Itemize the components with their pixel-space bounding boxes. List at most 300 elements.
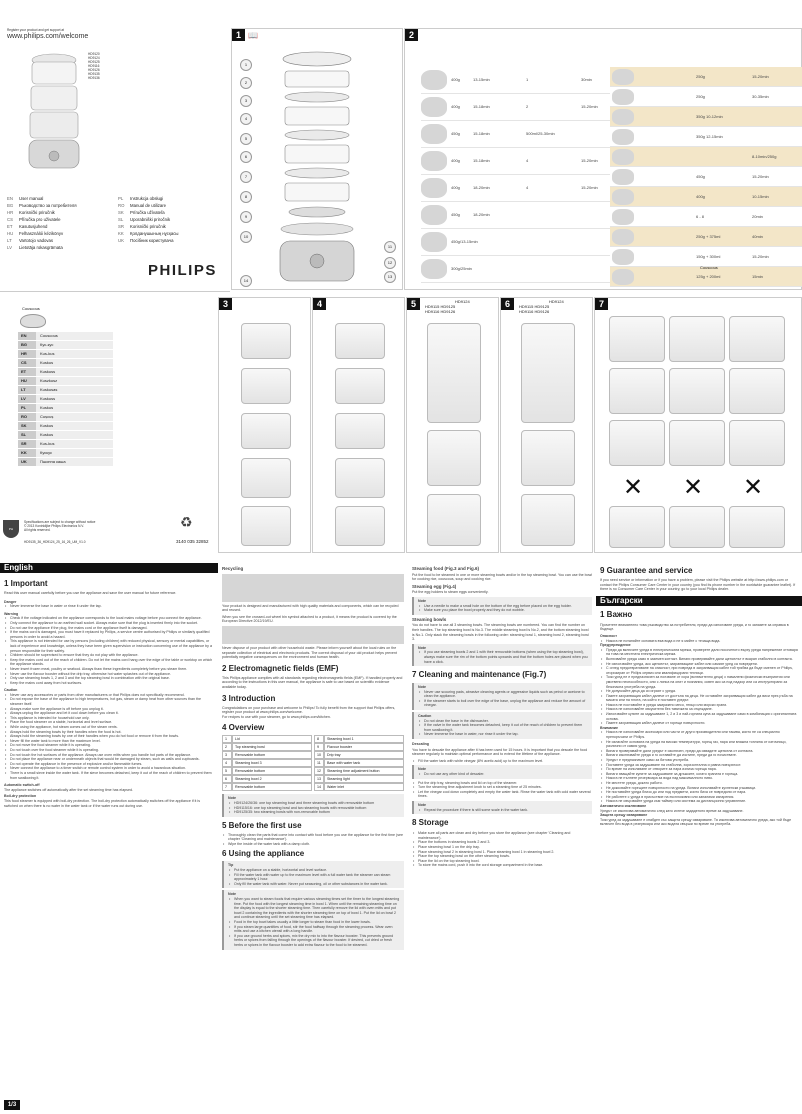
list-item: • Do not touch over the food steamer while it is operating. [4, 748, 214, 753]
language-code: CS [7, 217, 13, 222]
couscous-row [18, 458, 113, 467]
descaling-step-3: • Turn the steaming time adjustment knob to set a steaming time of 25 minutes. [412, 785, 592, 790]
list-item: • С оглед предотвратяване на опасност, при повреда в захранващия кабел той трябва да бъде сменен от Philips, оторизиран от Philips сервиз или квалифицирани техници. [600, 666, 798, 675]
section-4-title: 4 Overview [222, 723, 265, 733]
language-title: Қолданушының нұсқасы [130, 231, 179, 236]
list-item: • Поставете уреда за задушаване на стабилна, хоризонтална и равна повърхност. [600, 763, 798, 768]
text-column-1 [0, 563, 218, 1114]
steam-cell: 250g [696, 94, 705, 99]
warning-heading: Warning [4, 611, 19, 616]
panel-1-icon: 📖 [248, 31, 258, 40]
language-entry [7, 237, 117, 244]
steam-cell: 150g + 300ml [696, 254, 721, 259]
recycling-illustration [222, 574, 404, 602]
couscous-label: Couscous [700, 265, 718, 270]
callout-marker: 12 [384, 257, 396, 269]
steam-row [421, 121, 611, 148]
bg-intro: Прочетете внимателно това ръководство за потребителя, преди да използвате уреда, и го запазете за справка в бъдеще. [600, 622, 789, 632]
callout-marker: 11 [384, 241, 396, 253]
bin-illustration [222, 626, 404, 644]
steam-cell: 450g [696, 174, 705, 179]
footer-spec: Specifications are subject to change without notice [24, 520, 96, 524]
boildry-text: This food steamer is equipped with boil-dry protection. The boil-dry protection automatically switches off the appliance if it is switched on when there is no water in the water tank or if the water runs out during use. [4, 798, 201, 808]
language-list-left [7, 195, 117, 251]
overview-part: Steaming time adjustment button [324, 767, 404, 775]
steam-cell: 400g [451, 77, 460, 82]
list-item: • This appliance is not intended for use by persons (including children) with reduced physical, sensory or mental capabilities, or lack of experience and knowledge, unless they have been given supervision or instruction concerning use of the appliance by a person responsible for their safety. [4, 639, 214, 653]
list-item: • Never use any accessories or parts from other manufacturers or that Philips does not specifically recommend. [4, 693, 214, 698]
overview-row [314, 759, 404, 767]
panel-1 [231, 28, 403, 290]
overview-row [222, 759, 312, 767]
couscous-lang-name: Кус-кус [36, 341, 113, 349]
steam-cell: 15min [752, 274, 763, 279]
model-name: HD9120 [88, 52, 100, 56]
steam-cell: 450g/13-15min [451, 239, 478, 244]
bg-auto-heading: Автоматично изключване [600, 803, 647, 808]
overview-row [314, 783, 404, 791]
list-item: • Make sure you place the bowl properly and they do not wobble. [418, 608, 588, 613]
list-item: • If you use steaming bowls 2 and 1 with their removable bottoms (when using the top steaming bowl), always make sure the rim of the bottom points upwards and that the bottom holes are placed when you have a click. [418, 650, 588, 664]
overview-row [314, 751, 404, 759]
callout-marker: 13 [384, 271, 396, 283]
callout-marker: 6 [240, 151, 252, 163]
section-3-title: 3 Introduction [222, 693, 276, 703]
list-item: • Fill the water tank with water up to the maximum level with a full water tank the steamer can steam approximately 1 hour. [228, 873, 400, 882]
panel-7-clean-9 [729, 420, 785, 466]
couscous-row [18, 395, 113, 404]
panel-7-clean-7 [609, 420, 665, 466]
model-name: HD9126 [88, 68, 100, 72]
list-item: • Използвайте купите за задушаване 1, 2 и 3 и най-горната купа за задушаване само в комбинация с оригиналната основа. [600, 712, 798, 721]
list-item: • Включвайте уреда само в заземен контакт. Винаги проверявайте дали щепселът е вкаран стабилно в контакта. [600, 657, 798, 662]
steam-egg-text: Put the egg holders to steam eggs conveniently. [412, 590, 489, 595]
language-title: Vartotojo vadovas [19, 238, 54, 243]
overview-row [222, 767, 312, 775]
model-name: HD9136 [88, 76, 100, 80]
panel-1-exploded-steamer [252, 49, 382, 289]
english-header: English [0, 563, 218, 573]
descale-note2-text: • Repeat the procedure if there is still some scale in the water tank. [418, 808, 588, 813]
overview-part: Top steaming bowl [232, 743, 312, 751]
panel-4-number: 4 [313, 298, 326, 310]
couscous-lang-name: Cușcuș [36, 413, 113, 421]
steam-cell: 250g [696, 74, 705, 79]
panel-5 [406, 297, 499, 553]
steam-row-right [610, 67, 802, 87]
list-item: • If you steam large quantities of food, stir the food halfway through the steaming process. Wear oven mitts and use a kitchen utensil with a long handle. [228, 925, 400, 934]
list-item: • Никога не пълнете резервоара за вода над максималното ниво. [600, 776, 798, 781]
section-3-text-2: For recipes to use with your steamer, go to www.philips.com/kitchen. [222, 714, 331, 719]
steam-cell: 15-20min [752, 74, 769, 79]
food-icon [421, 178, 447, 198]
list-item: • Do not move the food steamer while it is operating. [4, 743, 214, 748]
steam-cell: 500ml/25-30min [526, 131, 555, 136]
overview-row [222, 735, 312, 743]
panel-3-steamer-base [241, 323, 291, 359]
list-item: • Place the top steaming bowl on the other steaming bowls. [412, 854, 592, 859]
panel-7-clean-8 [669, 420, 725, 466]
language-code: UK [118, 238, 124, 243]
steam-bowls-heading: Steaming bowls [412, 616, 447, 622]
list-item: • Не докосвайте горещите повърхности на уреда. Винаги използвайте кухненски ръкавици. [600, 786, 798, 791]
overview-row [222, 783, 312, 791]
language-title: Příručka pro uživatele [19, 217, 61, 222]
steam-cell: 400g [451, 104, 460, 109]
couscous-panel [0, 292, 230, 560]
egg-note-box [412, 597, 592, 615]
list-item: • Never use scouring pads, abrasive cleaning agents or aggressive liquids such as petrol or acetone to clean the appliance. [418, 690, 588, 699]
panel-4-egg-step4 [335, 458, 385, 498]
overview-number: 3 [222, 751, 232, 759]
overview-number: 13 [314, 775, 324, 783]
clean-caution-box [412, 712, 592, 739]
overview-row [314, 775, 404, 783]
steam-cell: 15-18min [473, 131, 490, 136]
bg-section-1-title: 1 Важно [600, 609, 633, 619]
language-code: RO [118, 203, 125, 208]
panel-5-model-1: HD9124 [455, 299, 470, 304]
steam-row [421, 229, 611, 256]
steam-row-right [610, 107, 802, 127]
boildry-heading: Boil-dry protection [4, 794, 37, 799]
couscous-lang-name: Kuskuss [36, 395, 113, 403]
panel-5-bowl-detail [427, 430, 481, 486]
steam-cell: 8-10min/250g [752, 154, 777, 159]
overview-part: Lid [232, 735, 312, 743]
list-item: • Never fill the water tank to more than the maximum level. [4, 739, 214, 744]
panel-6-number: 6 [501, 298, 514, 310]
steam-row [421, 94, 611, 121]
list-item: • Do not place the appliance near or underneath objects that would be damaged by steam, such as walls and cupboards. [4, 757, 214, 762]
list-item: • Use a needle to make a small hole on the bottom of the egg before placed on the egg holder. [418, 604, 588, 609]
steam-cell: 15-18min [473, 158, 490, 163]
panel-6-bowl-stack [521, 323, 575, 423]
descaling-text: You have to descale the appliance after it has been used for 15 hours. It is important that you descale the food steamer regularly to maintain optimal performance and to extend the lifetime of the appliance. [412, 747, 588, 757]
overview-row [222, 743, 312, 751]
model-name: HD9135 [88, 72, 100, 76]
storage-list [412, 831, 592, 868]
overview-number: 1 [222, 735, 232, 743]
steam-row-right [610, 127, 802, 147]
descale-note2-label: Note [418, 802, 426, 807]
couscous-lang-name: Kuskus [36, 422, 113, 430]
list-item: • Do not operate the appliance in the presence of explosive and/or flammable fumes. [4, 762, 214, 767]
couscous-title: Couscous [22, 306, 40, 311]
list-item: • HD9125/35: two steaming bowls with non-removable bottom [228, 810, 400, 815]
bg-boil-heading: Защита срещу изваряване [600, 813, 648, 818]
overview-part: Base with water tank [324, 759, 404, 767]
panel-4-egg-holder [335, 323, 385, 359]
panel-6-model-2: HD9115 HD9125 [519, 304, 550, 309]
bg-boil-text: Този уред за задушаване е снабден със защита срещу изваряване. Тя изключва автоматично уреда, ако той бъде включен без вода в резервоара или ако водата свърши по време на употреба. [600, 817, 792, 827]
couscous-lang-code: RO [18, 413, 36, 421]
food-icon [612, 169, 634, 185]
model-list [88, 52, 118, 80]
list-item: • Always make sure the appliance is off before you unplug it. [4, 707, 214, 712]
overview-number: 5 [222, 767, 232, 775]
language-entry [118, 223, 228, 230]
list-item: • По време на използване от отворите за пара излиза гореща пара. [600, 767, 798, 772]
language-title: Lietotāja rokasgrāmata [19, 245, 63, 250]
list-item: • Уредът е предназначен само за битова употреба. [600, 758, 798, 763]
panel-4-egg-step2 [335, 368, 385, 404]
couscous-row [18, 377, 113, 386]
overview-number: 12 [314, 767, 324, 775]
language-title: Kasutusjuhend [19, 224, 48, 229]
section-9-text: If you need service or information or if you have a problem, please visit the Philips website at http://www.philips.com or contact the Philips Consumer Care Center in your country (you find its phone number in the worldwide guarantee leaflet). If there is no Consumer Care Center in your country, go to your local Philips dealer. [600, 578, 796, 592]
panel-5-bowl-clicks [427, 494, 481, 546]
overview-row [314, 743, 404, 751]
dishwasher-not-allowed-icon: ✕ [623, 474, 644, 501]
clean-note-label: Note [418, 685, 426, 690]
steam-row [421, 175, 611, 202]
clean-caution-label: Caution [418, 714, 432, 719]
panel-7-clean-2 [669, 316, 725, 362]
cover-panel [0, 0, 230, 292]
steam-row-right [610, 247, 802, 267]
language-code: ET [7, 224, 13, 229]
section-7-title: 7 Cleaning and maintenance (Fig.7) [412, 670, 547, 680]
couscous-lang-code: EN [18, 332, 36, 340]
autooff-heading: Automatic switch-off [4, 783, 40, 788]
panel-7-clean-3 [729, 316, 785, 362]
food-icon [612, 129, 634, 145]
tip-label: Tip [228, 863, 234, 868]
language-code: HR [7, 210, 14, 215]
panel-4-egg-step3 [335, 413, 385, 449]
list-item: • Преди да включите уреда в електрическата мрежа, проверете дали посоченото върху уреда напрежение отговаря на това на местната електрическа мрежа. [600, 648, 798, 657]
descaling-heading: Descaling [412, 742, 429, 747]
overview-part: Steaming bowl 1 [324, 735, 404, 743]
list-item: • If you use ground herbs and spices, mix the dry mix to into the flavour booster. This prevents ground herbs or spices from falling through the openings of the flavour booster. If desired, cut dried or fresh herbs or spices in the flavour booster to add extra flavour to the food to be steamed. [228, 934, 400, 948]
steam-cell: 400g [696, 194, 705, 199]
bg-caution-list [600, 730, 798, 804]
bowls-note-label: Note [418, 645, 426, 650]
list-item: • HD9124/26/36: one top steaming bowl and three steaming bowls with removable bottom [228, 801, 400, 806]
list-item: • Only connect the appliance to an earthed wall socket. Always make sure that the plug is inserted firmly into the socket. [4, 621, 214, 626]
food-icon [421, 97, 447, 117]
footer-number: 3140 035 32852 [176, 539, 209, 544]
model-name: HD9116 [88, 64, 100, 68]
list-item: • Place the bottoms in steaming bowls 2 and 3. [412, 840, 592, 845]
panel-5-model-2: HD9115 HD9125 [425, 304, 456, 309]
panel-7 [594, 297, 802, 553]
list-item: • HD9115/16: one top steaming bowl and two steaming bowls with removable bottom [228, 806, 400, 811]
panel-3-water-fill [241, 368, 291, 404]
panel-3 [218, 297, 311, 553]
autooff-text: The appliance switches off automatically after the set steaming time has elapsed. [4, 787, 133, 792]
callout-marker: 9 [240, 211, 252, 223]
language-title: Ръководство за потребителя [19, 203, 77, 208]
couscous-lang-name: Kuskusas [36, 386, 113, 394]
section-1-intro: Read this user manual carefully before you use the appliance and save the user manual for future reference. [4, 591, 177, 595]
food-icon [421, 232, 447, 252]
callout-marker: 4 [240, 113, 252, 125]
list-item: • Never connect the appliance to a timer switch or remote control system in order to avoid a hazardous situation. [4, 766, 214, 771]
couscous-row [18, 422, 113, 431]
descaling-step-4: • Let the vinegar cool down completely and empty the water tank. Rinse the water tank with cold water several times. [412, 790, 592, 799]
language-title: Uporabniški priročnik [130, 217, 171, 222]
steam-cell: 20min [752, 214, 763, 219]
steam-cell: 10-15min [752, 194, 769, 199]
cover-url[interactable]: www.philips.com/welcome [7, 33, 89, 40]
language-code: LT [7, 238, 12, 243]
callout-marker: 3 [240, 95, 252, 107]
steam-cell: 1 [526, 77, 529, 82]
list-item: • Place the food steamer on a stable, horizontal and level surface. [4, 720, 214, 725]
list-item: • Не допускайте деца да си играят с уреда. [600, 689, 798, 694]
language-entry [118, 202, 228, 209]
caution-list [4, 693, 214, 780]
couscous-lang-code: HU [18, 377, 36, 385]
overview-number: 2 [222, 743, 232, 751]
clean-note-box [412, 683, 592, 710]
descale-note-box [412, 765, 592, 778]
food-icon [612, 149, 634, 165]
panel-3-timer [241, 506, 291, 546]
language-code: BG [7, 203, 14, 208]
food-icon [612, 69, 634, 85]
steam-cell: 400g [451, 185, 460, 190]
list-item: • Never immerse the base in water or rinse it under the tap. [4, 604, 214, 609]
couscous-lang-code: HR [18, 350, 36, 358]
philips-shield-icon: PH [3, 520, 19, 538]
panel-1-number: 1 [232, 29, 245, 41]
couscous-row [18, 350, 113, 359]
couscous-row [18, 341, 113, 350]
callout-marker: 2 [240, 77, 252, 89]
callout-marker: 5 [240, 133, 252, 145]
list-item: • If the valve in the water tank becomes detached, keep it out of the reach of children to prevent them from swallowing it. [418, 723, 588, 732]
couscous-lang-code: UK [18, 458, 36, 466]
list-item: • Пазете захранващия кабел далече от достъпа на деца. Не оставяйте захранващия кабел да виси през ръба на масата или на плота, на който е поставен уредът. [600, 694, 798, 703]
overview-part: Removable bottom [232, 783, 312, 791]
couscous-lang-name: Kuskuss [36, 368, 113, 376]
egg-note-label: Note [418, 598, 426, 603]
warning-list [4, 616, 214, 685]
couscous-lang-name: Kuszkusz [36, 377, 113, 385]
couscous-table [18, 332, 113, 467]
panel-2 [404, 28, 802, 290]
language-title: Korisnički priručnik [130, 224, 166, 229]
steam-cell: 300g/25min [451, 266, 472, 271]
list-item: • Children should be supervised to ensure that they do not play with the appliance. [4, 653, 214, 658]
overview-row [222, 775, 312, 783]
steam-row-right [610, 187, 802, 207]
list-item: • While using the appliance, hot steam comes out of the steam vents. [4, 725, 214, 730]
overview-part: Steaming bowl 3 [232, 759, 312, 767]
steam-row [421, 148, 611, 175]
language-list-right [118, 195, 228, 244]
list-item: • Този уред не е предназначен за ползване от хора (включително деца) с намалени физически възприятия или умствени неспособности, или с липса на опит и познания, освен ако са под надзор или са инструктирани за безопасна употреба на уреда. [600, 675, 798, 689]
couscous-lang-code: LT [18, 386, 36, 394]
food-icon [612, 189, 634, 205]
steam-cell: 15-20min [581, 104, 598, 109]
overview-row [314, 767, 404, 775]
bg-danger-heading: Опасност [600, 633, 618, 638]
language-entry [7, 209, 117, 216]
language-title: Посібник користувача [130, 238, 174, 243]
tip-box [222, 861, 404, 888]
usage-note-box [222, 890, 404, 949]
couscous-lang-code: PL [18, 404, 36, 412]
language-entry [118, 237, 228, 244]
steam-cell: 350g 10-12min [696, 114, 723, 119]
descaling-step-1: • Fill the water tank with white vinegar (8% acetic acid) up to the maximum level. [412, 759, 592, 764]
language-title: Korisnički priručnik [19, 210, 55, 215]
overview-number: 4 [222, 759, 232, 767]
bg-warning-list [600, 648, 798, 726]
callout-marker: 10 [240, 231, 252, 243]
descale-note-label: Note [418, 767, 426, 772]
couscous-lang-name: Кускус [36, 449, 113, 457]
steam-cell: 6 - 8 [696, 214, 705, 219]
list-item: • Никога не използвайте овкусителя без тавичката за отцеждане. [600, 707, 798, 712]
list-item: • Do not expose the base of the appliance to high temperatures, hot gas, steam or damp heat from other sources than the steamer itself. [4, 697, 214, 706]
couscous-lang-name: Kus-kus [36, 350, 113, 358]
couscous-row [18, 332, 113, 341]
couscous-bowl-icon [20, 314, 46, 328]
language-code: KK [118, 231, 124, 236]
list-item: • Keep the mains cord away from hot surfaces. [4, 681, 214, 686]
list-item: • Винаги проверявайте дали уредът е изключен, преди да извадите щепсела от контакта. [600, 749, 798, 754]
food-icon [612, 209, 634, 225]
philips-logo: PHILIPS [148, 262, 217, 279]
steam-row-right [610, 267, 802, 287]
callout-marker: 14 [240, 275, 252, 287]
steam-row-right [610, 87, 802, 107]
steam-table-left [421, 67, 611, 289]
section-1-title: 1 Important [4, 579, 48, 588]
couscous-lang-name: Kuskus [36, 431, 113, 439]
overview-note [222, 794, 404, 816]
section-5-list [222, 833, 404, 847]
steam-row-right [610, 207, 802, 227]
panel-3-drip-tray [241, 413, 291, 449]
food-icon [612, 89, 634, 105]
food-icon [612, 249, 634, 265]
couscous-row [18, 431, 113, 440]
footer-copyright: © 2013 Koninklijke Philips Electronics N.V. [24, 524, 84, 528]
couscous-row [18, 413, 113, 422]
text-column-2 [218, 563, 408, 1114]
section-5-title: 5 Before the first use [222, 820, 302, 830]
list-item: • Никога не потапяйте основата във вода и не я мийте с течаща вода. [600, 639, 798, 644]
overview-part: Removable bottom [232, 751, 312, 759]
overview-row [222, 751, 312, 759]
bg-caution-heading: Внимание [600, 725, 618, 730]
list-item: • Не излагайте основата на уреда на високи температури, горещ газ, пара или влажна топлина от източници, различни от самия уред. [600, 740, 798, 749]
list-item: • Keep the mains cord out of the reach of children. Do not let the mains cord hang over the edge of the table or worktop on which the appliance stands. [4, 658, 214, 667]
steam-cell: 400g [451, 158, 460, 163]
list-item: • There is a small sieve inside the water tank. If the sieve becomes detached, keep it out of the reach of children to prevent them from swallowing it. [4, 771, 214, 780]
text-column-3 [408, 563, 596, 1114]
steam-cell: 450g [451, 131, 460, 136]
recycling-text-1: Your product is designed and manufactured with high quality materials and components, which can be recycled and reused. [222, 603, 399, 613]
overview-part: Flavour booster [324, 743, 404, 751]
panel-6-bowl-clicks [521, 494, 575, 546]
steam-row [421, 256, 611, 283]
text-column-4 [596, 563, 802, 1114]
couscous-lang-code: KK [18, 449, 36, 457]
overview-number: 14 [314, 783, 324, 791]
panel-3-bowls [241, 458, 291, 498]
usage-note-label: Note [228, 892, 236, 897]
language-entry [7, 230, 117, 237]
model-name: HD9124 [88, 56, 100, 60]
language-entry [7, 223, 117, 230]
